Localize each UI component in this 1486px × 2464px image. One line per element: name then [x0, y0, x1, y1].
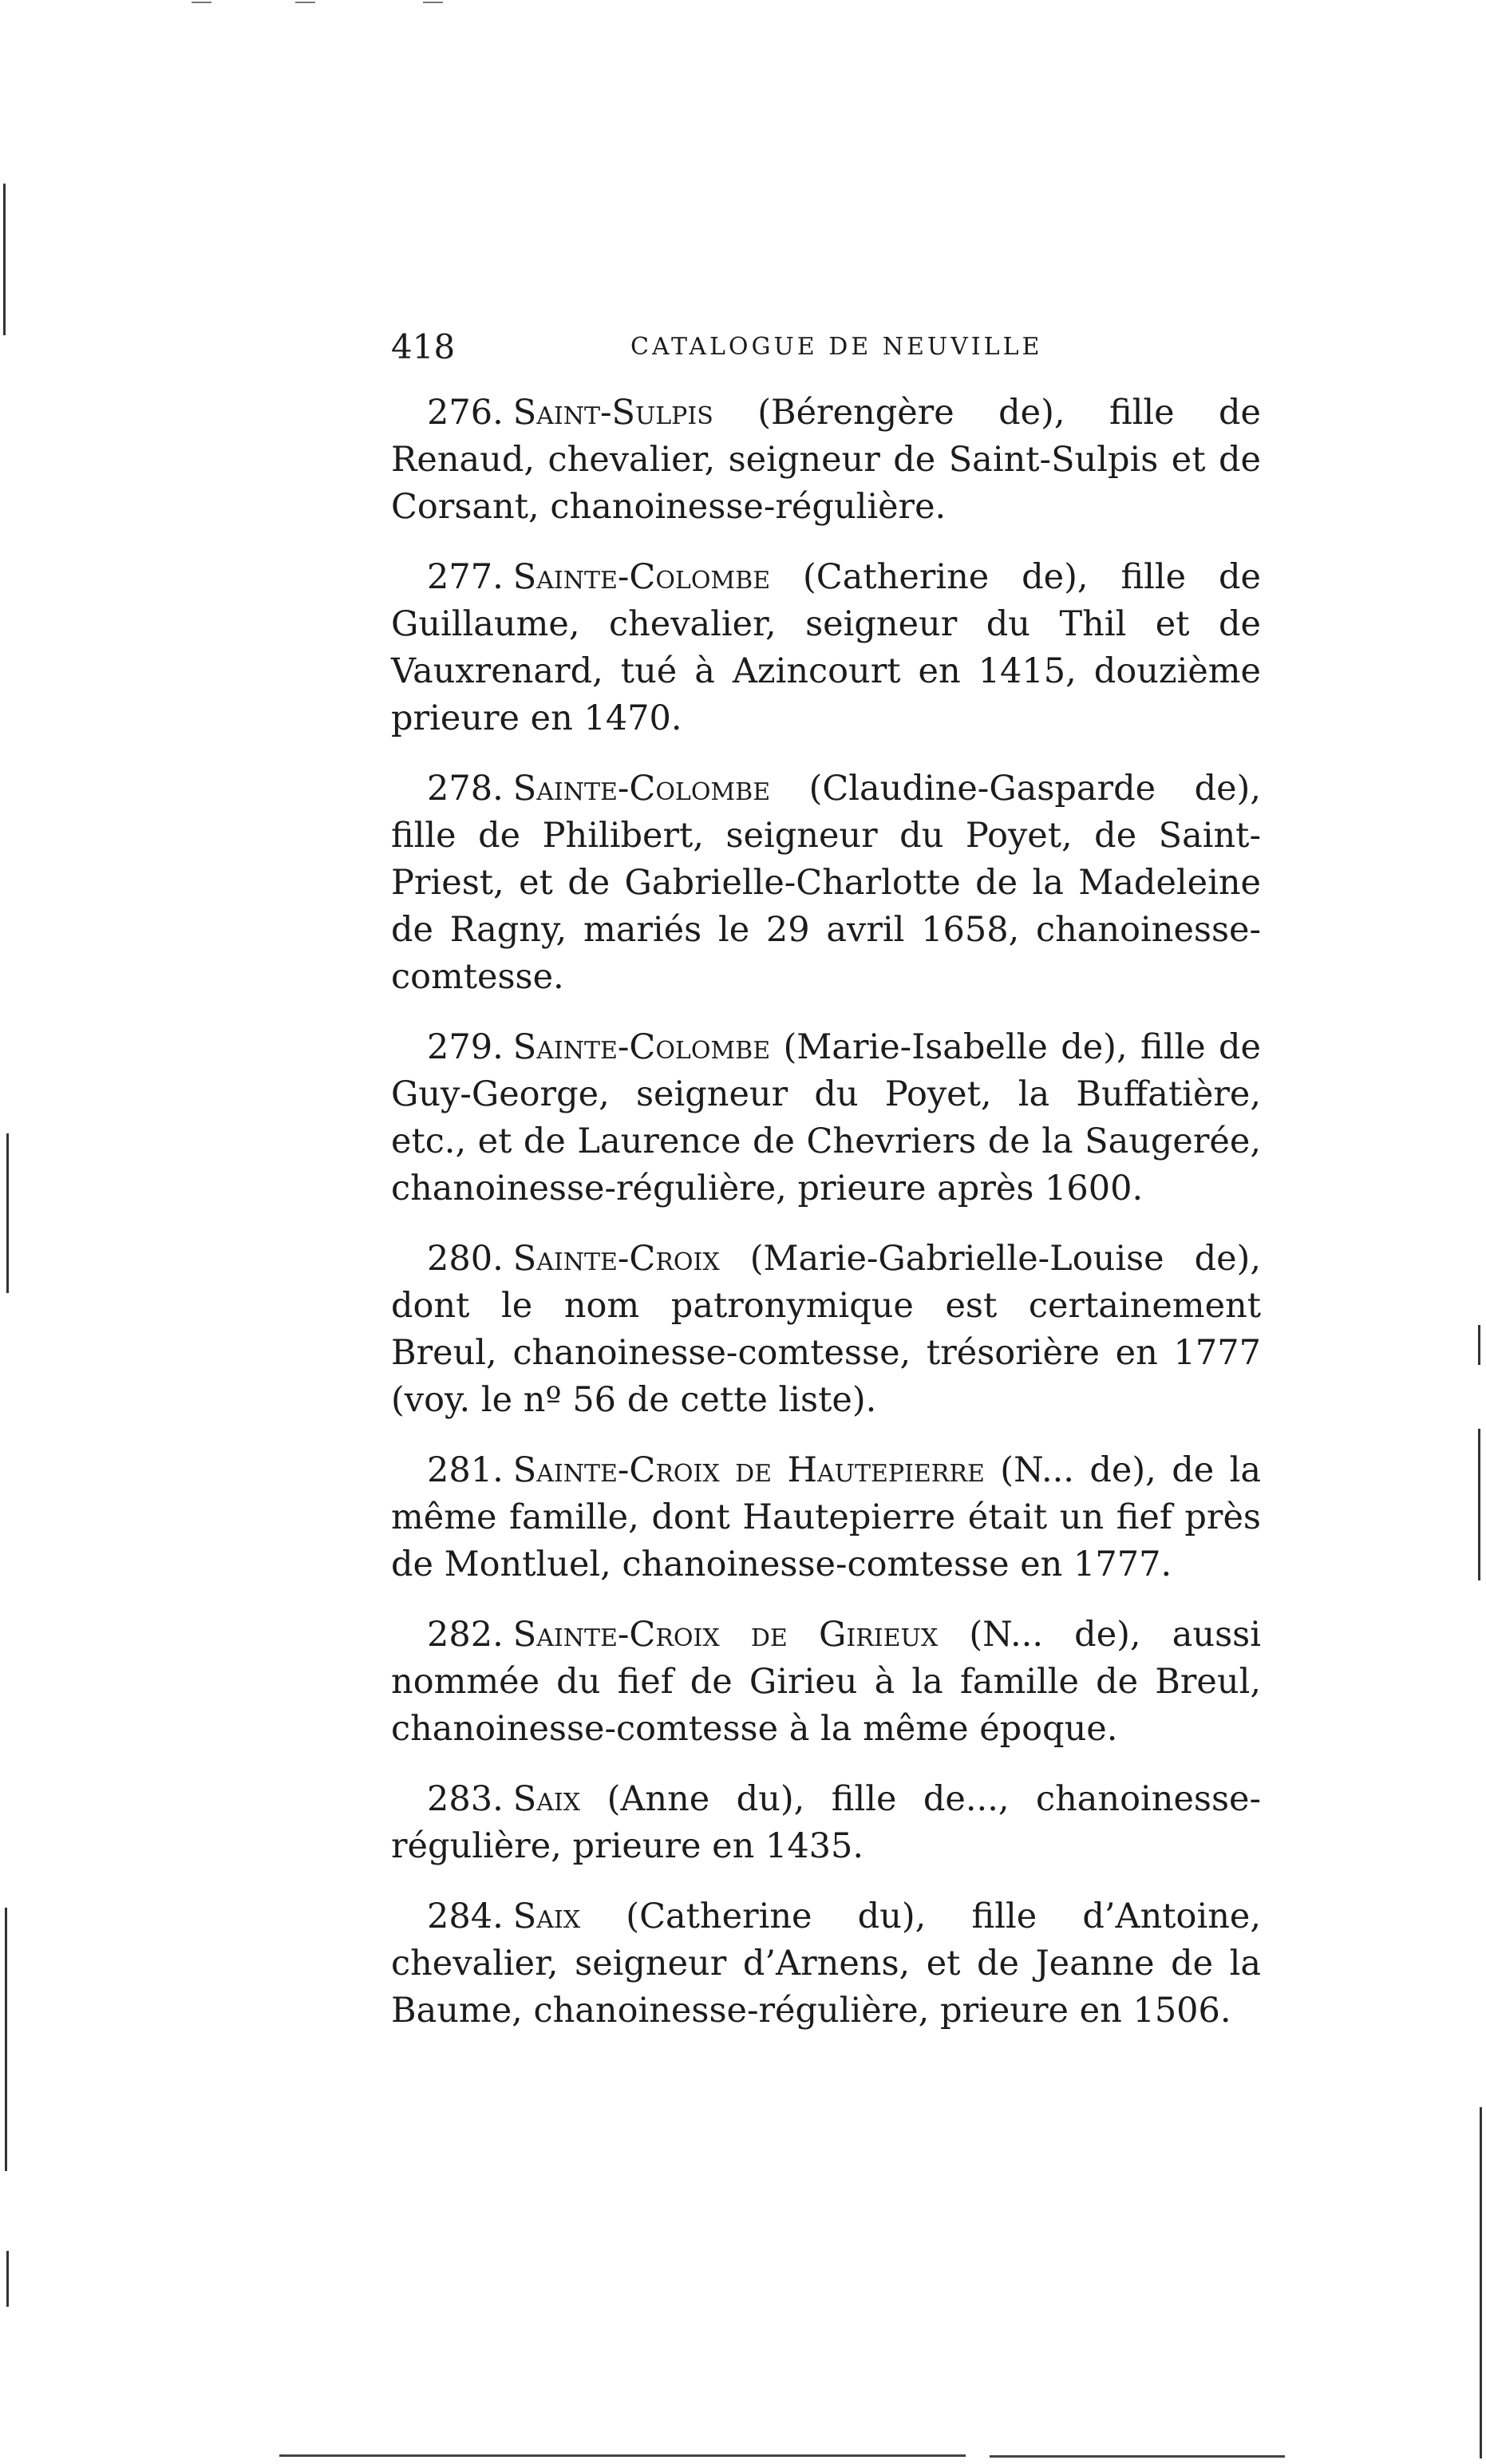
- entry-number: 279.: [427, 1027, 504, 1067]
- entry-number: 277.: [427, 557, 504, 597]
- entry-name: Saix: [512, 1896, 581, 1936]
- catalogue-entries: [391, 390, 1261, 2058]
- scan-edge-line-right: [1480, 2107, 1482, 2458]
- scan-top-dash: [295, 2, 315, 3]
- entry-number: 278.: [427, 769, 504, 809]
- page-number: 418: [391, 327, 456, 366]
- entry-name: Sainte-Colombe: [512, 557, 771, 597]
- entry-name: Saint-Sulpis: [512, 393, 713, 433]
- entry-number: 283.: [427, 1779, 504, 1819]
- catalogue-entry: [391, 1024, 1261, 1212]
- entry-text: (Catherine du), fille d’Antoine, chevalier, seigneur d’Arnens, et de Jeanne de la Baume, chanoinesse-régulière, prieure en 1506.: [391, 1896, 1262, 2031]
- catalogue-entry: [391, 1447, 1261, 1588]
- scan-bottom-rule: [279, 2454, 966, 2457]
- entry-name: Sainte-Croix: [512, 1239, 720, 1279]
- entry-text: (Catherine de), fille de Guillaume, chevalier, seigneur du Thil et de Vauxrenard, tué à Azincourt en 1415, douzième prieure en 1470.: [391, 557, 1262, 738]
- entry-name: Sainte-Colombe: [512, 769, 771, 809]
- scan-top-dash: [423, 2, 443, 3]
- entry-number: 284.: [427, 1896, 504, 1936]
- catalogue-entry: [391, 390, 1261, 531]
- scan-edge-line-right: [1478, 1429, 1480, 1580]
- entry-text: (Marie-Gabrielle-Louise de), dont le nom patronymique est certainement Breul, chanoinesse-comtesse, trésorière en 1777 (voy. le nº 56 de cette liste).: [391, 1239, 1261, 1420]
- entry-number: 280.: [427, 1239, 504, 1279]
- catalogue-entry: [391, 1612, 1261, 1753]
- entry-text: (Anne du), fille de..., chanoinesse-régulière, prieure en 1435.: [391, 1779, 1262, 1866]
- scan-edge-line-left: [5, 1908, 7, 2171]
- entry-text: (Claudine-Gasparde de), fille de Philibert, seigneur du Poyet, de Saint-Priest, et de Gabrielle-Charlotte de la Madeleine de Ragny, mariés le 29 avril 1658, chanoinesse-comtesse.: [391, 769, 1261, 997]
- entry-name: Saix: [512, 1779, 581, 1819]
- entry-number: 276.: [427, 393, 504, 433]
- running-head: [391, 323, 1261, 371]
- scan-edge-line-right: [1478, 1325, 1480, 1365]
- entry-name: Sainte-Croix de Hautepierre: [512, 1450, 985, 1490]
- entry-name: Sainte-Croix de Girieux: [512, 1615, 939, 1655]
- entry-number: 282.: [427, 1615, 504, 1655]
- catalogue-entry: [391, 1236, 1261, 1424]
- entry-text: (Bérengère de), fille de Renaud, chevalier, seigneur de Saint-Sulpis et de Corsant, chanoinesse-régulière.: [391, 393, 1261, 527]
- catalogue-entry: [391, 554, 1261, 742]
- entry-name: Sainte-Colombe: [512, 1027, 771, 1067]
- catalogue-entry: [391, 1776, 1261, 1870]
- scan-bottom-rule: [990, 2455, 1285, 2458]
- entry-text: (N... de), de la même famille, dont Hautepierre était un fief près de Montluel, chanoinesse-comtesse en 1777.: [391, 1450, 1261, 1584]
- entry-text: (N... de), aussi nommée du fief de Girieu à la famille de Breul, chanoinesse-comtesse à la même époque.: [391, 1615, 1261, 1749]
- entry-number: 281.: [427, 1450, 504, 1490]
- entry-text: (Marie-Isabelle de), fille de Guy-George, seigneur du Poyet, la Buffatière, etc., et de Laurence de Chevriers de la Saugerée, chanoinesse-régulière, prieure après 1600.: [391, 1027, 1261, 1208]
- scan-edge-line-left: [6, 2251, 9, 2307]
- scan-edge-line-left: [6, 1133, 9, 1293]
- scan-top-dash: [192, 2, 211, 3]
- scan-edge-line-left: [3, 184, 6, 335]
- running-title: CATALOGUE DE NEUVILLE: [630, 333, 1043, 361]
- catalogue-entry: [391, 1893, 1261, 2035]
- catalogue-entry: [391, 765, 1261, 1001]
